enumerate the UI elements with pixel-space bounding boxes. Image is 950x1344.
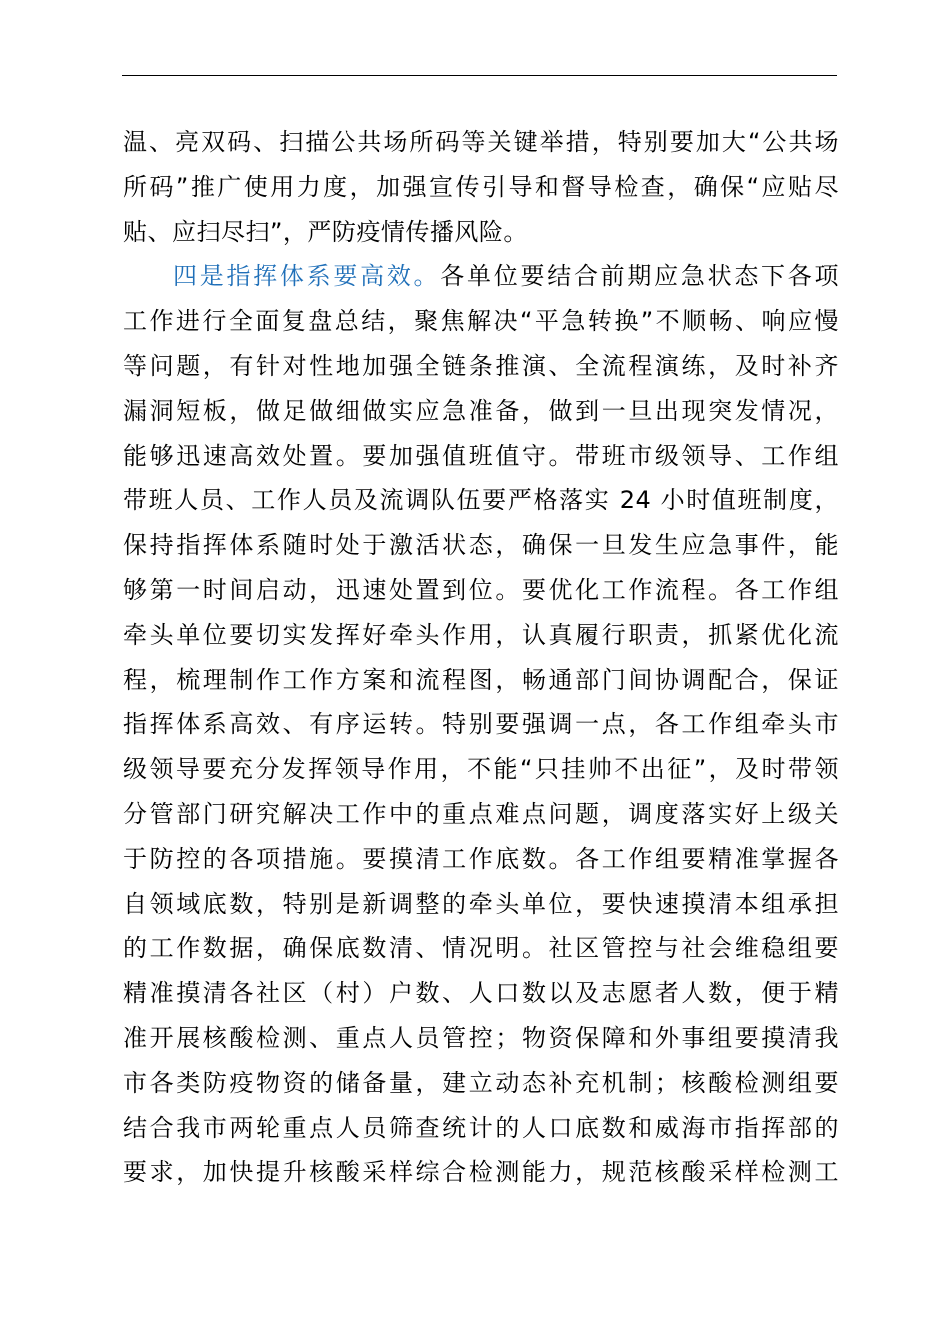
paragraph-1-line-2: 所码”推广使用力度，加强宣传引导和督导检查，确保“应贴尽 [123, 172, 839, 201]
paragraph-2-line: 牵头单位要切实发挥好牵头作用，认真履行职责，抓紧优化流 [123, 620, 839, 649]
paragraph-2-line: 自领域底数，特别是新调整的牵头单位，要快速摸清本组承担 [123, 889, 839, 918]
paragraph-2-line: 结合我市两轮重点人员筛查统计的人口底数和威海市指挥部的 [123, 1113, 839, 1142]
body-text [123, 120, 839, 1195]
paragraph-2-line: 的工作数据，确保底数清、情况明。社区管控与社会维稳组要 [123, 934, 839, 963]
paragraph-2-line: 带班人员、工作人员及流调队伍要严格落实 24 小时值班制度， [123, 486, 839, 515]
header-rule [122, 75, 837, 76]
paragraph-2-line: 级领导要充分发挥领导作用，不能“只挂帅不出征”，及时带领 [123, 755, 839, 784]
paragraph-2-line: 市各类防疫物资的储备量，建立动态补充机制；核酸检测组要 [123, 1068, 839, 1097]
paragraph-2-line: 保持指挥体系随时处于激活状态，确保一旦发生应急事件，能 [123, 531, 839, 560]
paragraph-2-line: 于防控的各项措施。要摸清工作底数。各工作组要精准掌握各 [123, 844, 839, 873]
paragraph-2-line: 够第一时间启动，迅速处置到位。要优化工作流程。各工作组 [123, 575, 839, 604]
paragraph-2-line: 准开展核酸检测、重点人员管控；物资保障和外事组要摸清我 [123, 1023, 839, 1052]
paragraph-2-line: 分管部门研究解决工作中的重点难点问题，调度落实好上级关 [123, 799, 839, 828]
paragraph-2-line: 能够迅速高效处置。要加强值班值守。带班市级领导、工作组 [123, 441, 839, 470]
paragraph-1-line-1: 温、亮双码、扫描公共场所码等关键举措，特别要加大“公共场 [123, 128, 839, 156]
paragraph-2-line-1-rest: 各单位要结合前期应急状态下各项 [440, 262, 840, 291]
paragraph-2-line: 工作进行全面复盘总结，聚焦解决“平急转换”不顺畅、响应慢 [123, 307, 839, 336]
paragraph-2-line: 程，梳理制作工作方案和流程图，畅通部门间协调配合，保证 [123, 665, 839, 694]
paragraph-2-line-1 [123, 254, 839, 299]
section-heading: 四是指挥体系要高效。 [173, 262, 441, 291]
paragraph-2-line: 精准摸清各社区（村）户数、人口数以及志愿者人数，便于精 [123, 979, 839, 1008]
paragraph-2-line: 指挥体系高效、有序运转。特别要强调一点，各工作组牵头市 [123, 710, 839, 739]
paragraph-2-line: 漏洞短板，做足做细做实应急准备，做到一旦出现突发情况， [123, 396, 839, 425]
paragraph-1-line-3: 贴、应扫尽扫”，严防疫情传播风险。 [123, 217, 528, 246]
paragraph-2-line: 等问题，有针对性地加强全链条推演、全流程演练，及时补齐 [123, 351, 839, 380]
paragraph-2-line: 要求，加快提升核酸采样综合检测能力，规范核酸采样检测工 [123, 1158, 839, 1187]
